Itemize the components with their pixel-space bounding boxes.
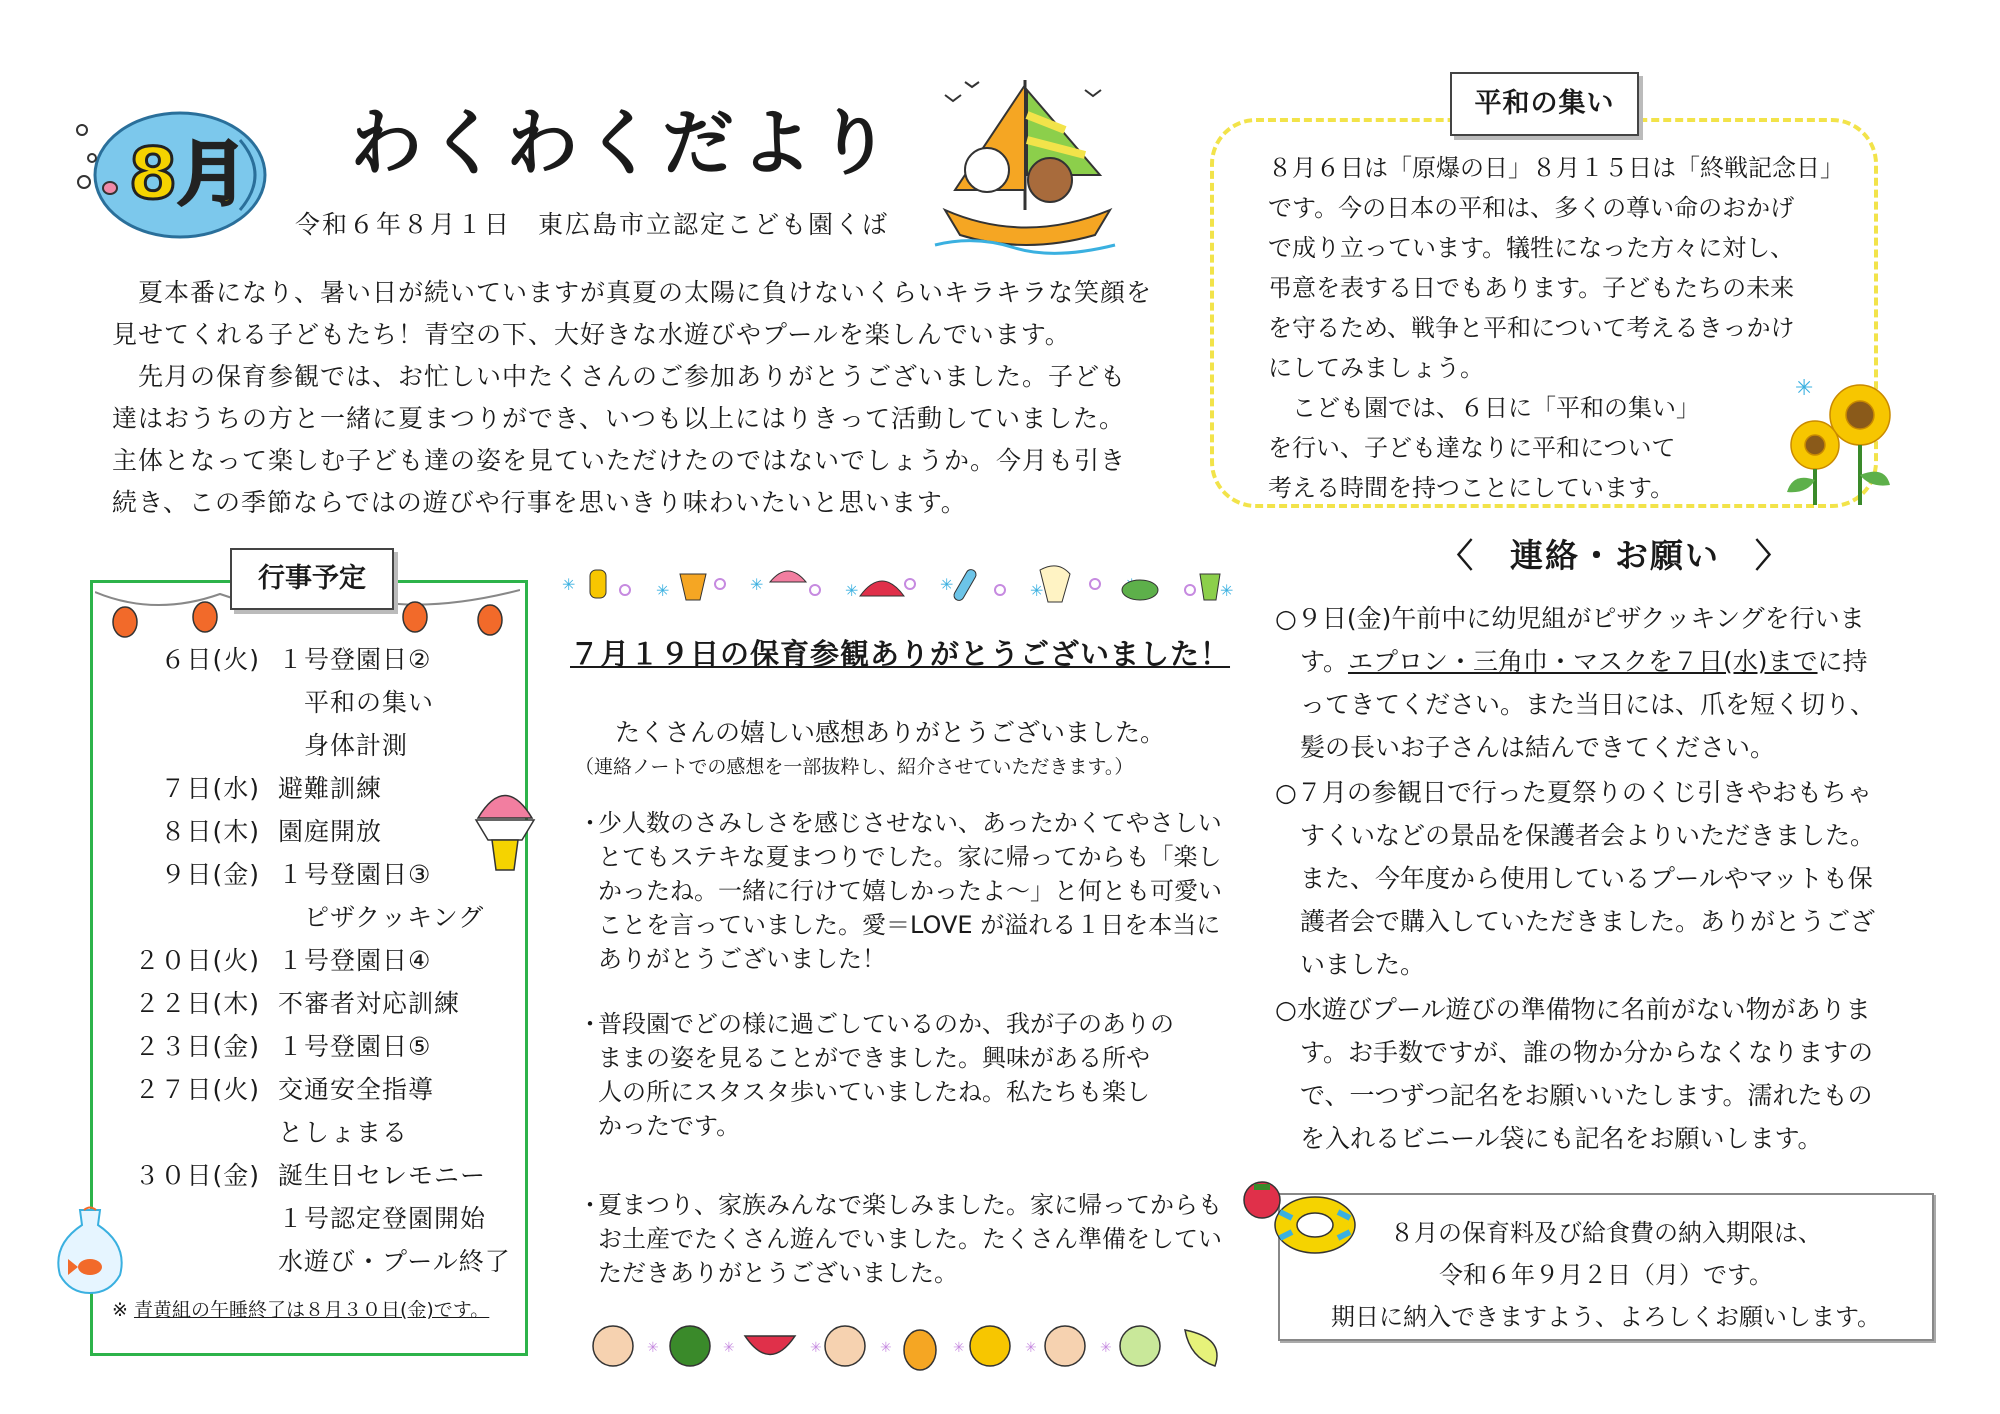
intro-line: 主体となって楽しむ子ども達の姿を見ていただけたのではないでしょうか。今月も引き <box>112 446 1127 475</box>
comment-line: ただきありがとうございました。 <box>598 1259 958 1287</box>
events-note <box>112 1295 489 1322</box>
event-date: ２３日(金) <box>134 1032 260 1061</box>
contact-line-part: に持 <box>1817 647 1868 676</box>
bullet: ・ <box>578 809 602 837</box>
contact-line: 髪の長いお子さんは結んできてください。 <box>1300 733 1776 762</box>
page-title: わくわくだより <box>350 101 897 185</box>
fee-line: 期日に納入できますよう、よろしくお願いします。 <box>1330 1303 1882 1331</box>
event-date: ７日(水) <box>160 774 260 803</box>
event-date: ６日(火) <box>160 645 260 674</box>
svg-text:✳: ✳ <box>880 1340 892 1356</box>
contact-item <box>1275 771 1875 986</box>
comment-line: 普段園でどの様に過ごしているのか、我が子のありの <box>598 1010 1174 1038</box>
contact-line: すくいなどの景品を保護者会よりいただきました。 <box>1300 821 1876 850</box>
fruit-faces-border-icon <box>585 1318 1235 1374</box>
event-text: １号登園日④ <box>278 946 432 975</box>
comment-line: かったです。 <box>598 1112 741 1140</box>
sailboat-illustration <box>925 70 1125 260</box>
comment-line: ことを言っていました。愛＝LOVE が溢れる１日を本当に <box>598 911 1221 939</box>
svg-text:✳: ✳ <box>1220 581 1234 600</box>
svg-text:✳: ✳ <box>1025 1340 1037 1356</box>
contact-line: を入れるビニール袋にも記名をお願いします。 <box>1300 1124 1823 1153</box>
event-date: ８日(木) <box>160 817 260 846</box>
comment-line: ままの姿を見ることができました。興味がある所や <box>598 1044 1150 1072</box>
contact-line: いました。 <box>1300 950 1426 979</box>
svg-text:✳: ✳ <box>1795 376 1814 401</box>
comment-line: 少人数のさみしさを感じさせない、あったかくてやさしい <box>598 809 1222 837</box>
svg-text:✳: ✳ <box>647 1340 659 1356</box>
peace-line: で成り立っています。犠牲になった方々に対し、 <box>1268 234 1795 262</box>
comment-line: かったね。一緒に行けて嬉しかったよ～」と何とも可愛い <box>598 877 1222 905</box>
event-text: 交通安全指導 <box>278 1075 435 1104</box>
svg-text:✳: ✳ <box>656 581 670 600</box>
event-text: １号登園日② <box>278 645 432 674</box>
contact-line: ってきてください。また当日には、爪を短く切り、 <box>1300 690 1876 719</box>
event-date: ３０日(金) <box>134 1161 260 1190</box>
intro-line: 続き、この季節ならではの遊びや行事を思いきり味わいたいと思います。 <box>112 488 967 517</box>
comment-line: とてもステキな夏まつりでした。家に帰ってからも「楽し <box>598 843 1222 871</box>
contact-line: で、一つずつ記名をお願いいたします。濡れたもの <box>1300 1081 1873 1110</box>
comment-line: 夏まつり、家族みんなで楽しみました。家に帰ってからも <box>598 1191 1222 1219</box>
contact-line: ○９日(金)午前中に幼児組がピザクッキングを行いま <box>1275 604 1865 633</box>
intro-text <box>112 272 1192 524</box>
intro-line: 夏本番になり、暑い日が続いていますが真夏の太陽に負けないくらいキラキラな笑顔を <box>112 278 1153 307</box>
comment-line: お土産でたくさん遊んでいました。たくさん準備をしてい <box>598 1225 1222 1253</box>
observation-note: （連絡ノートでの感想を一部抜粋し、紹介させていただきます。） <box>575 756 1134 778</box>
comment-line: ありがとうございました！ <box>598 945 886 973</box>
event-text: としょまる <box>278 1118 409 1147</box>
contact-line <box>1275 640 1875 683</box>
contact-line: また、今年度から使用しているプールやマットも保 <box>1300 864 1873 893</box>
event-text: 身体計測 <box>278 731 409 760</box>
event-date: ２０日(火) <box>134 946 260 975</box>
event-text: 誕生日セレモニー <box>278 1161 487 1190</box>
svg-text:✳: ✳ <box>845 581 859 600</box>
shaved-ice-icon <box>470 778 540 878</box>
sunflower-icon <box>1775 370 1915 510</box>
svg-text:✳: ✳ <box>723 1340 735 1356</box>
svg-text:✳: ✳ <box>1100 1340 1112 1356</box>
intro-line: 見せてくれる子どもたち！青空の下、大好きな水遊びやプールを楽しんでいます。 <box>112 320 1071 349</box>
event-date: ２２日(木) <box>134 989 260 1018</box>
intro-line: 達はおうちの方と一緒に夏まつりができ、いつも以上にはりきって活動していました。 <box>112 404 1126 433</box>
peace-line: 弔意を表する日でもあります。子どもたちの未来 <box>1268 274 1795 302</box>
contact-line: ○７月の参観日で行った夏祭りのくじ引きやおもちゃ <box>1275 778 1872 807</box>
issue-line: 令和６年８月１日 東広島市立認定こども園くば <box>295 210 890 239</box>
peace-title: 平和の集い <box>1450 72 1639 136</box>
peace-line: にしてみましょう。 <box>1268 354 1484 382</box>
observation-heading: ７月１９日の保育参観ありがとうございました！ <box>570 637 1231 671</box>
contact-item <box>1275 988 1873 1160</box>
observation-thanks: たくさんの嬉しい感想ありがとうございました。 <box>615 718 1166 747</box>
note-mark: ※ <box>112 1299 128 1321</box>
contact-heading: 〈 連絡・お願い 〉 <box>1440 536 1790 575</box>
event-text: ピザクッキング <box>278 903 485 932</box>
contact-item <box>1275 597 1875 769</box>
event-text: 平和の集い <box>278 688 435 717</box>
peace-line: こども園では、６日に「平和の集い」 <box>1268 394 1700 422</box>
peace-line: を守るため、戦争と平和について考えるきっかけ <box>1268 314 1795 342</box>
comment-line: 人の所にスタスタ歩いていましたね。私たちも楽し <box>598 1078 1150 1106</box>
event-text: １号登園日⑤ <box>278 1032 432 1061</box>
month-badge: 8月 <box>128 133 248 215</box>
peace-line: 考える時間を持つことにしています。 <box>1268 474 1675 502</box>
contact-line: 護者会で購入していただきました。ありがとうござ <box>1300 907 1876 936</box>
peace-line: ８月６日は「原爆の日」８月１５日は「終戦記念日」 <box>1268 154 1844 182</box>
svg-text:✳: ✳ <box>750 575 764 594</box>
bullet: ・ <box>578 1010 602 1038</box>
float-ring-icon <box>1240 1170 1360 1260</box>
svg-text:✳: ✳ <box>953 1340 965 1356</box>
contact-line-underlined: エプロン・三角巾・マスクを７日(水)まで <box>1348 647 1818 676</box>
svg-text:✳: ✳ <box>810 1340 822 1356</box>
svg-text:✳: ✳ <box>1030 581 1044 600</box>
fee-line: 令和６年９月２日（月）です。 <box>1438 1261 1774 1289</box>
bullet: ・ <box>578 1191 602 1219</box>
fee-line: ８月の保育料及び給食費の納入期限は、 <box>1390 1219 1822 1247</box>
sunfish-icon <box>70 100 270 250</box>
summer-treats-border-icon <box>560 560 1240 612</box>
peace-body <box>1268 148 1844 508</box>
event-text: 不審者対応訓練 <box>278 989 461 1018</box>
svg-text:✳: ✳ <box>940 575 954 594</box>
contact-line: す。お手数ですが、誰の物か分からなくなりますの <box>1300 1038 1874 1067</box>
event-text: 水遊び・プール終了 <box>278 1247 511 1276</box>
event-date: ９日(金) <box>160 860 260 889</box>
contact-line: ○水遊びプール遊びの準備物に名前がない物がありま <box>1275 995 1871 1024</box>
events-title: 行事予定 <box>230 548 394 610</box>
peace-line: を行い、子ども達なりに平和について <box>1268 434 1676 462</box>
event-text: １号登園日③ <box>278 860 432 889</box>
svg-text:✳: ✳ <box>562 575 576 594</box>
note-text: 青黄組の午睡終了は８月３０日(金)です。 <box>133 1299 490 1321</box>
event-text: １号認定登園開始 <box>278 1204 487 1233</box>
contact-line-part: す。 <box>1300 647 1349 676</box>
event-text: 園庭開放 <box>278 817 383 846</box>
event-date: ２７日(火) <box>134 1075 260 1104</box>
intro-line: 先月の保育参観では、お忙しい中たくさんのご参加ありがとうございました。子ども <box>112 362 1127 391</box>
fee-notice-box <box>1278 1193 1934 1341</box>
event-text: 避難訓練 <box>278 774 383 803</box>
goldfish-bag-icon <box>50 1205 130 1295</box>
peace-line: です。今の日本の平和は、多くの尊い命のおかげ <box>1268 194 1795 222</box>
